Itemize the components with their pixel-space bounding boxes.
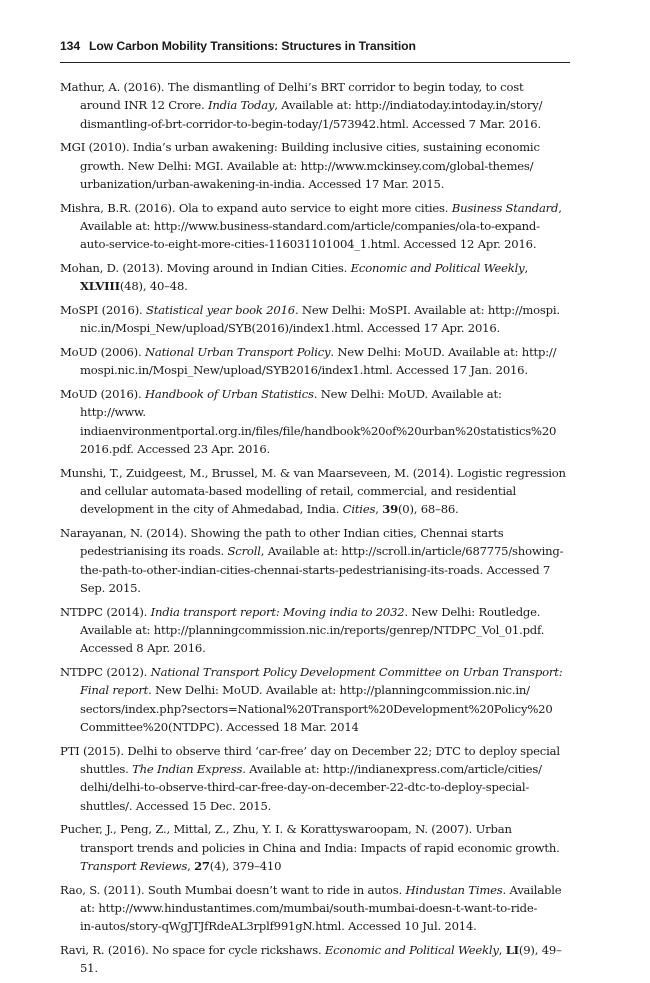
reference-entry: Pucher, J., Peng, Z., Mittal, Z., Zhu, Y. I. & Korattyswaroopam, N. (2007). Urban transport trends and policies in China and India: Impacts of rapid economic growth. Transport Reviews, 27(4), 379–410 [60,822,560,873]
reference-entry: Ravi, R. (2016). No space for cycle rickshaws. Economic and Political Weekly, LI(9), 49–51. [60,942,562,976]
reference-entry: Mishra, B.R. (2016). Ola to expand auto service to eight more cities. Business Standard, Available at: http://www.business-standard.com/article/companies/ola-to-expand- auto-service-to-eight-more-cities-116031101004_1.html. Accessed 12 Apr. 2016. [60,200,562,252]
reference-list [60,78,570,983]
reference-entry: Narayanan, N. (2014). Showing the path to other Indian cities, Chennai starts pedestrianising its roads. Scroll, Available at: http://scroll.in/article/687775/showing- the-path-to-other-indian-cities-chennai-starts-pedestrianising-its-roads. Accessed 7 Sep. 2015. [60,525,564,595]
header-rule [60,62,570,63]
running-title: Low Carbon Mobility Transitions: Structures in Transition [89,39,416,53]
reference-entry: MoUD (2006). National Urban Transport Policy. New Delhi: MoUD. Available at: http:// mospi.nic.in/Mospi_New/upload/SYB2016/index1.html. Accessed 17 Jan. 2016. [60,344,557,378]
reference-entry: MoSPI (2016). Statistical year book 2016. New Delhi: MoSPI. Available at: http://mospi. nic.in/Mospi_New/upload/SYB(2016)/index1.html. Accessed 17 Apr. 2016. [60,302,560,336]
reference-entry: PTI (2015). Delhi to observe third ‘car-free’ day on December 22; DTC to deploy special shuttles. The Indian Express. Available at: http://indianexpress.com/article/cities/ delhi/delhi-to-observe-third-car-free-day-on-december-22-dtc-to-deploy-special- shuttles/. Accessed 15 Dec. 2015. [60,743,560,813]
reference-entry: Munshi, T., Zuidgeest, M., Brussel, M. & van Maarseveen, M. (2014). Logistic regression and cellular automata-based modelling of retail, commercial, and residential development in the city of Ahmedabad, India. Cities, 39(0), 68–86. [60,465,566,517]
reference-entry: Mathur, A. (2016). The dismantling of Delhi’s BRT corridor to begin today, to cost around INR 12 Crore. India Today, Available at: http://indiatoday.intoday.in/story/ dismantling-of-brt-corridor-to-begin-today/1/573942.html. Accessed 7 Mar. 2016. [60,80,543,131]
reference-entry: Mohan, D. (2013). Moving around in Indian Cities. Economic and Political Weekly, XLVIII(48), 40–48. [60,260,528,294]
reference-entry: MGI (2010). India’s urban awakening: Building inclusive cities, sustaining economic growth. New Delhi: MGI. Available at: http://www.mckinsey.com/global-themes/ urbanization/urban-awakening-in-india. Accessed 17 Mar. 2015. [60,140,540,192]
page-number: 134 [60,39,81,53]
reference-entry: Rao, S. (2011). South Mumbai doesn’t want to ride in autos. Hindustan Times. Available at: http://www.hindustantimes.com/mumbai/south-mumbai-doesn-t-want-to-ride- in-autos/story-qWgJTJfRdeAL3rplf991gN.html. Accessed 10 Jul. 2014. [60,882,562,934]
reference-entry: NTDPC (2012). National Transport Policy Development Committee on Urban Transport: Final report. New Delhi: MoUD. Available at: http://planningcommission.nic.in/ sectors/index.php?sectors=National%20Transport%20Development%20Policy%20 Committee%20(NTDPC). Accessed 18 Mar. 2014 [60,664,563,734]
reference-entry: MoUD (2016). Handbook of Urban Statistics. New Delhi: MoUD. Available at: http://www. indiaenvironmentportal.org.in/files/file/handbook%20of%20urban%20statistics%20 2016.pdf. Accessed 23 Apr. 2016. [60,386,557,456]
running-header [60,39,570,53]
reference-entry: NTDPC (2014). India transport report: Moving india to 2032. New Delhi: Routledge. Available at: http://planningcommission.nic.in/reports/genrep/NTDPC_Vol_01.pdf. Accessed 8 Apr. 2016. [60,604,545,656]
